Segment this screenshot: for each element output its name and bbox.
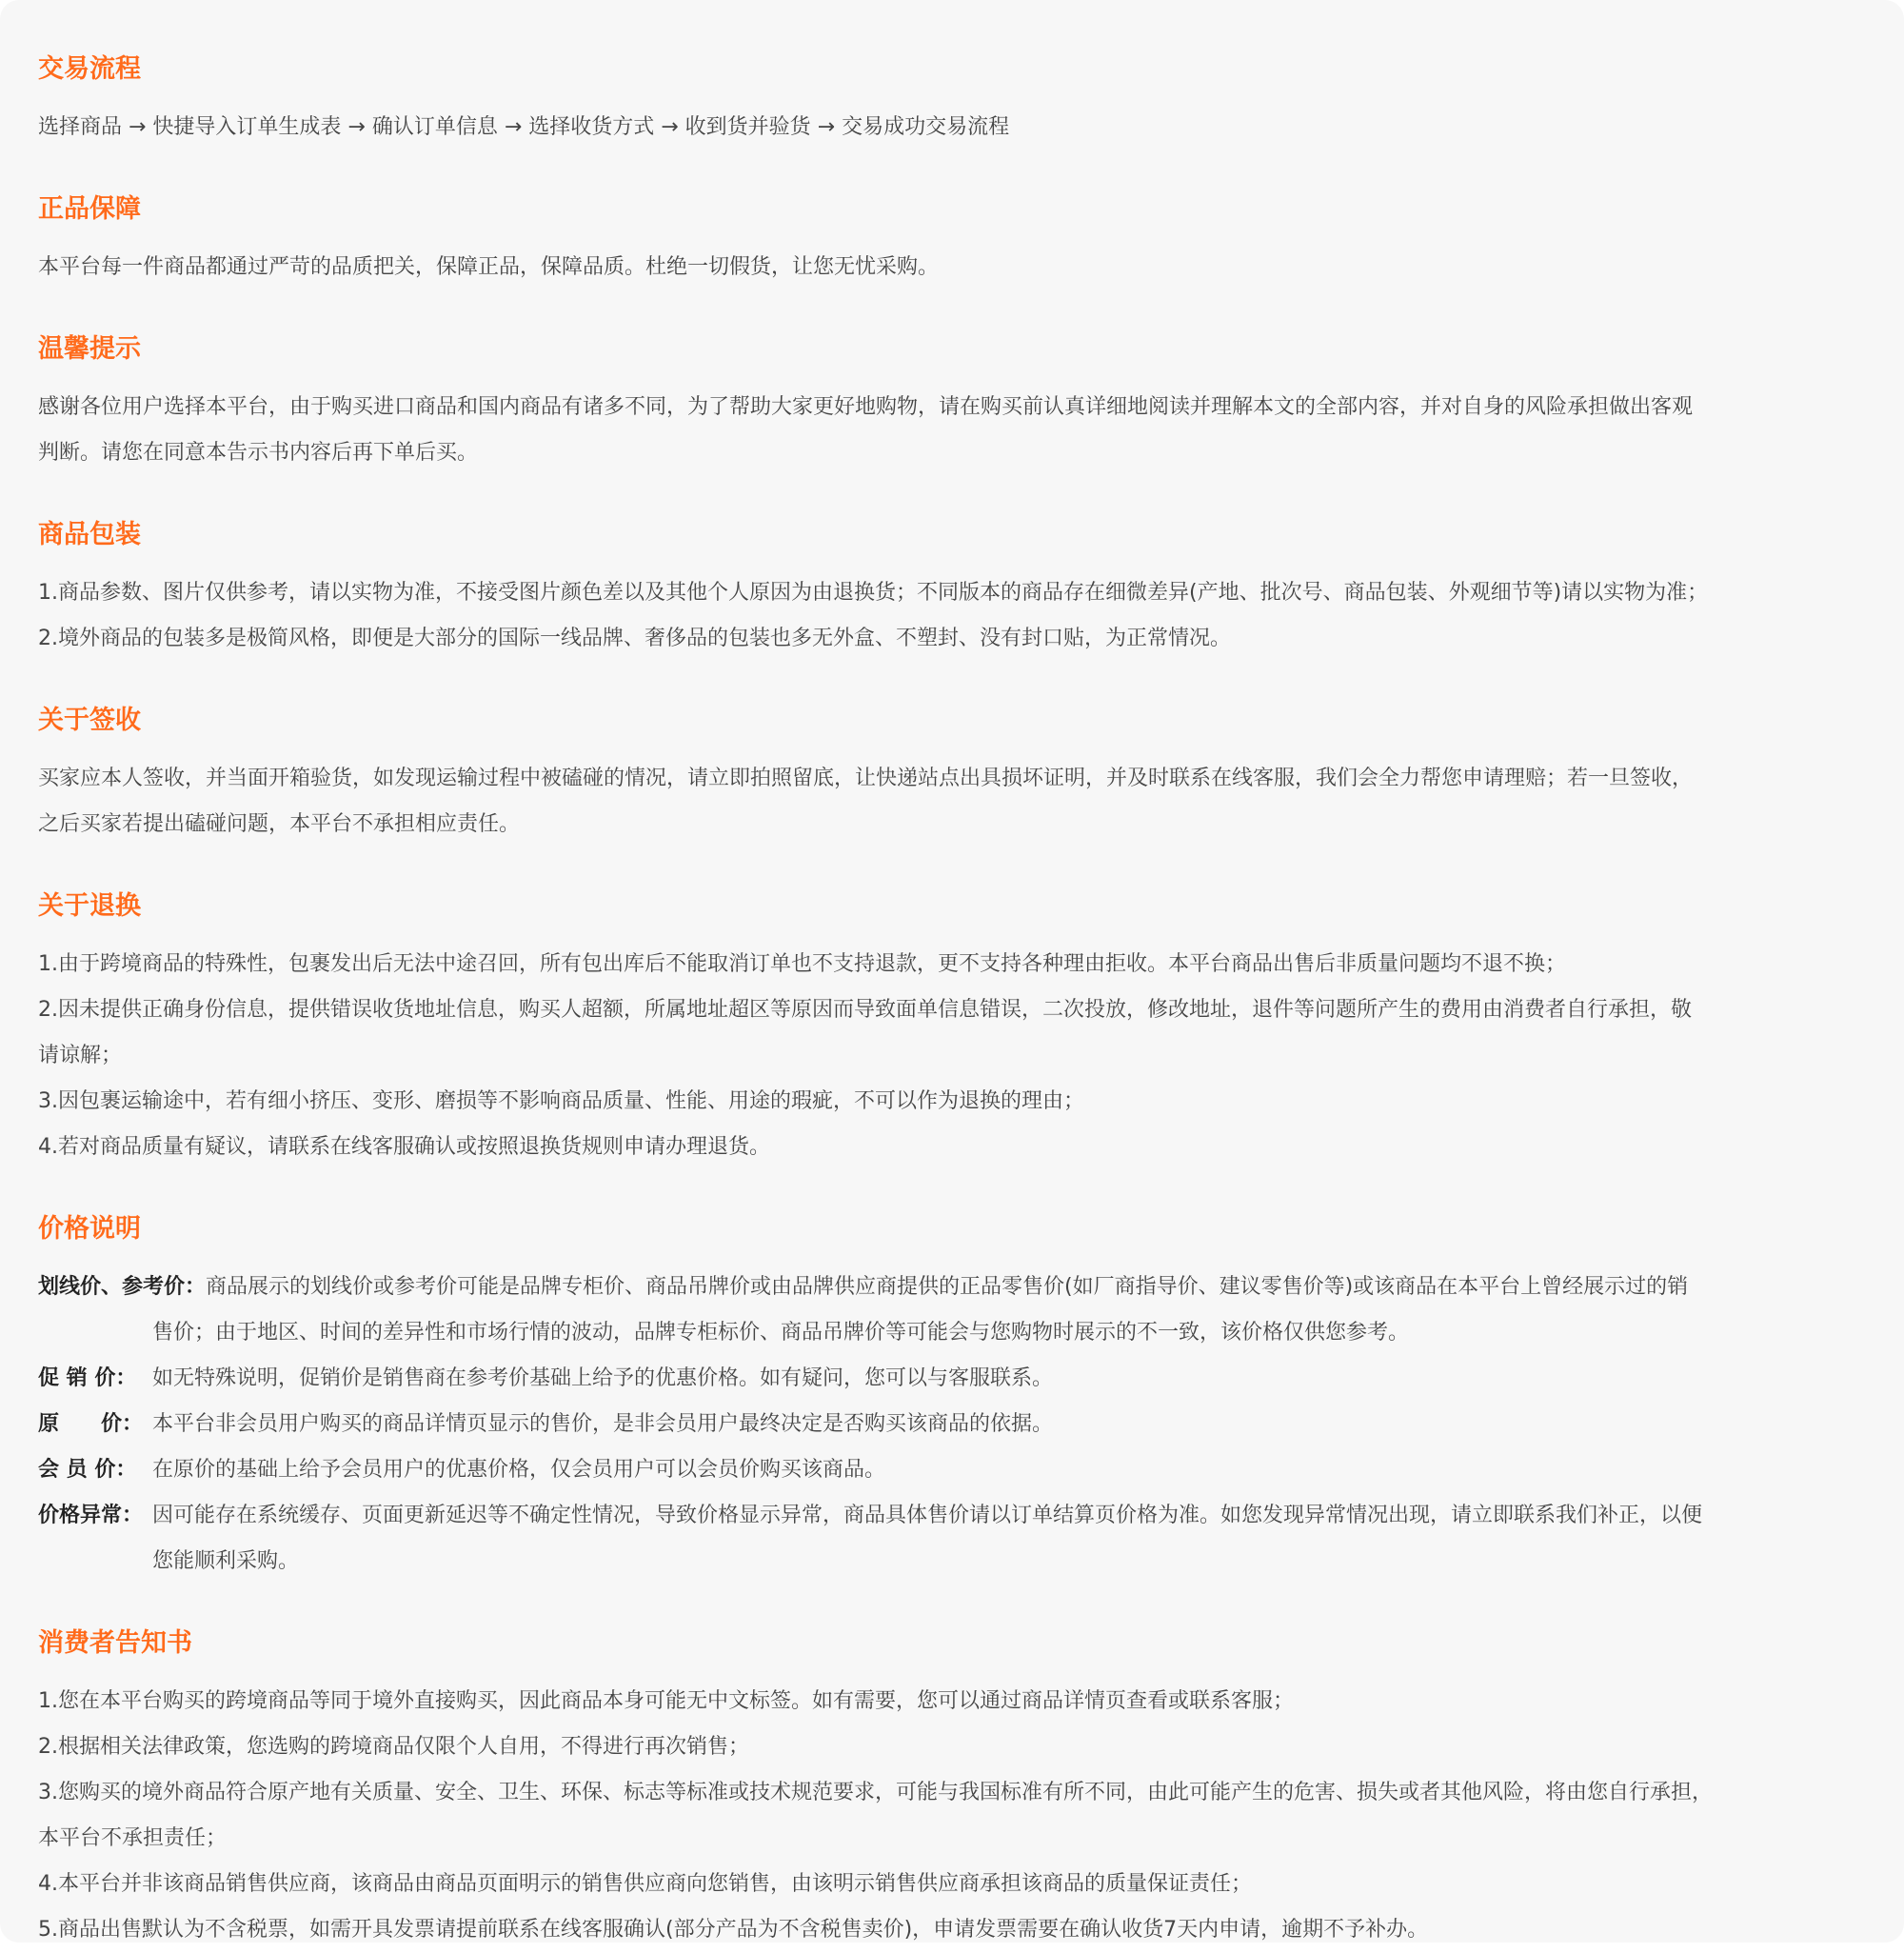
notice-item: 1.您在本平台购买的跨境商品等同于境外直接购买，因此商品本身可能无中文标签。如有需要，您可以通过商品详情页查看或联系客服； bbox=[38, 1689, 1294, 1713]
returns-item: 2.因未提供正确身份信息，提供错误收货地址信息，购买人超额，所属地址超区等原因而导致面单信息错误，二次投放，修改地址，退件等问题所产生的费用由消费者自行承担，敬 bbox=[38, 998, 1692, 1022]
price-row-continuation bbox=[38, 1539, 1866, 1584]
price-text: 在原价的基础上给予会员用户的优惠价格，仅会员用户可以会员价购买该商品。 bbox=[152, 1458, 886, 1482]
price-label: 划线价、参考价： bbox=[38, 1275, 207, 1299]
trade-flow-text: 选择商品 → 快捷导入订单生成表 → 确认订单信息 → 选择收货方式 → 收到货并验货 → 交易成功交易流程 bbox=[38, 115, 1010, 139]
signing-text-line: 之后买家若提出磕碰问题，本平台不承担相应责任。 bbox=[38, 812, 521, 836]
section-trade-flow bbox=[38, 42, 1866, 150]
section-reminder bbox=[38, 322, 1866, 476]
price-label: 原 价： bbox=[38, 1412, 144, 1436]
notice-item: 3.您购买的境外商品符合原产地有关质量、安全、卫生、环保、标志等标准或技术规范要求，可能与我国标准有所不同，由此可能产生的危害、损失或者其他风险，将由您自行承担， bbox=[38, 1781, 1713, 1804]
returns-item: 4.若对商品质量有疑议，请联系在线客服确认或按照退换货规则申请办理退货。 bbox=[38, 1135, 770, 1159]
section-price bbox=[38, 1202, 1866, 1584]
price-row-original bbox=[38, 1402, 1866, 1447]
price-row-member bbox=[38, 1447, 1866, 1493]
section-title: 关于退换 bbox=[38, 891, 141, 921]
returns-item: 1.由于跨境商品的特殊性，包裹发出后无法中途召回，所有包出库后不能取消订单也不支持退款，更不支持各种理由拒收。本平台商品出售后非质量问题均不退不换； bbox=[38, 952, 1566, 976]
price-text: 本平台非会员用户购买的商品详情页显示的售价，是非会员用户最终决定是否购买该商品的依据。 bbox=[152, 1412, 1054, 1436]
authentic-text: 本平台每一件商品都通过严苛的品质把关，保障正品，保障品质。杜绝一切假货，让您无忧采购。 bbox=[38, 255, 940, 279]
reminder-text-line: 感谢各位用户选择本平台，由于购买进口商品和国内商品有诸多不同，为了帮助大家更好地购物，请在购买前认真详细地阅读并理解本文的全部内容，并对自身的风险承担做出客观 bbox=[38, 395, 1694, 419]
price-text: 因可能存在系统缓存、页面更新延迟等不确定性情况，导致价格显示异常，商品具体售价请以订单结算页价格为准。如您发现异常情况出现，请立即联系我们补正，以便 bbox=[152, 1504, 1703, 1527]
section-returns bbox=[38, 879, 1866, 1170]
section-authentic bbox=[38, 182, 1866, 290]
notice-item: 4.本平台并非该商品销售供应商，该商品由商品页面明示的销售供应商向您销售，由该明示销售供应商承担该商品的质量保证责任； bbox=[38, 1872, 1252, 1896]
section-title: 关于签收 bbox=[38, 706, 141, 735]
price-text: 如无特殊说明，促销价是销售商在参考价基础上给予的优惠价格。如有疑问，您可以与客服联系。 bbox=[152, 1366, 1054, 1390]
section-title: 消费者告知书 bbox=[38, 1628, 192, 1658]
section-signing bbox=[38, 693, 1866, 847]
price-row-continuation bbox=[38, 1310, 1866, 1356]
section-title: 温馨提示 bbox=[38, 334, 141, 364]
price-label: 促 销 价： bbox=[38, 1366, 137, 1390]
returns-item: 请谅解； bbox=[38, 1044, 123, 1067]
packaging-item: 2.境外商品的包装多是极简风格，即便是大部分的国际一线品牌、奢侈品的包装也多无外盒、不塑封、没有封口贴，为正常情况。 bbox=[38, 627, 1231, 650]
section-packaging bbox=[38, 508, 1866, 662]
price-text: 商品展示的划线价或参考价可能是品牌专柜价、商品吊牌价或由品牌供应商提供的正品零售价(如厂商指导价、建议零售价等)或该商品在本平台上曾经展示过的销 bbox=[206, 1275, 1689, 1299]
section-title: 正品保障 bbox=[38, 194, 141, 224]
returns-item: 3.因包裹运输途中，若有细小挤压、变形、磨损等不影响商品质量、性能、用途的瑕疵，不可以作为退换的理由； bbox=[38, 1089, 1084, 1113]
section-title: 商品包装 bbox=[38, 520, 141, 549]
notice-item: 5.商品出售默认为不含税票，如需开具发票请提前联系在线客服确认(部分产品为不含税售卖价)，申请发票需要在确认收货7天内申请，逾期不予补办。 bbox=[38, 1918, 1429, 1942]
reminder-text-line: 判断。请您在同意本告示书内容后再下单后买。 bbox=[38, 441, 479, 465]
price-text: 您能顺利采购。 bbox=[152, 1549, 300, 1573]
section-consumer-notice bbox=[38, 1616, 1866, 1953]
price-row-promo bbox=[38, 1356, 1866, 1402]
notice-item: 本平台不承担责任； bbox=[38, 1826, 228, 1850]
packaging-item: 1.商品参数、图片仅供参考，请以实物为准，不接受图片颜色差以及其他个人原因为由退换货；不同版本的商品存在细微差异(产地、批次号、商品包装、外观细节等)请以实物为准； bbox=[38, 581, 1709, 605]
price-text: 售价；由于地区、时间的差异性和市场行情的波动，品牌专柜标价、商品吊牌价等可能会与您购物时展示的不一致，该价格仅供您参考。 bbox=[152, 1321, 1410, 1345]
price-row-abnormal bbox=[38, 1493, 1866, 1539]
notice-item: 2.根据相关法律政策，您选购的跨境商品仅限个人自用，不得进行再次销售； bbox=[38, 1735, 749, 1759]
price-row-reference bbox=[38, 1265, 1866, 1310]
price-label: 会 员 价： bbox=[38, 1458, 137, 1482]
price-label: 价格异常： bbox=[38, 1504, 144, 1527]
section-title: 价格说明 bbox=[38, 1214, 141, 1244]
signing-text-line: 买家应本人签收，并当面开箱验货，如发现运输过程中被磕碰的情况，请立即拍照留底，让快递站点出具损坏证明，并及时联系在线客服，我们会全力帮您申请理赔；若一旦签收， bbox=[38, 767, 1694, 790]
section-title: 交易流程 bbox=[38, 54, 141, 84]
